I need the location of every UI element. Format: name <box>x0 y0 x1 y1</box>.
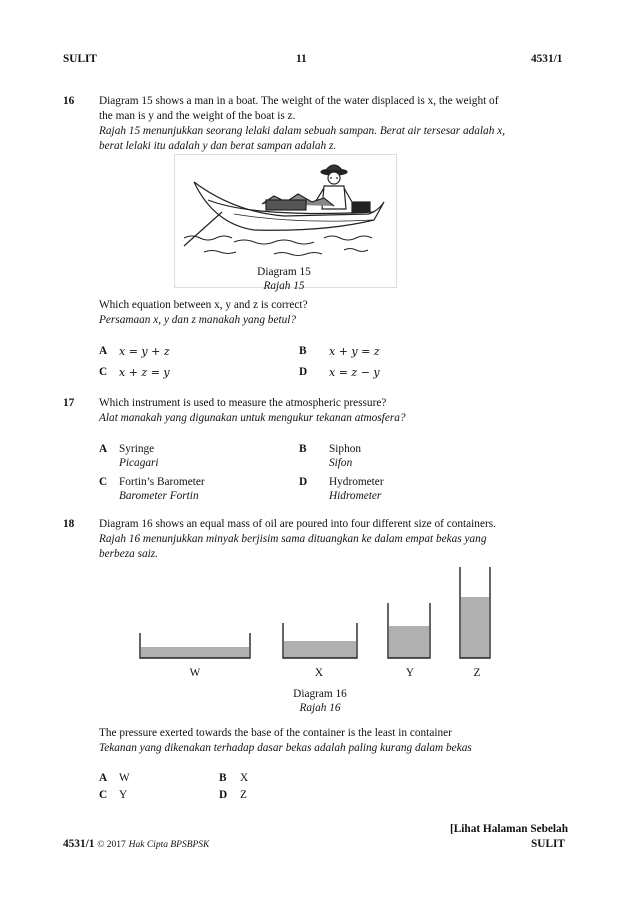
container-y <box>388 603 430 658</box>
diagram-15-caption-my: Rajah 15 <box>263 280 305 292</box>
q17-option-c-letter[interactable]: C <box>99 476 108 488</box>
q16-question-en: Which equation between x, y and z is correct? <box>99 299 308 311</box>
q16-text-en-2: the man is y and the weight of the boat is z. <box>99 110 296 122</box>
label-y: Y <box>405 667 415 679</box>
label-z: Z <box>473 667 481 679</box>
question-number-18: 18 <box>63 518 75 530</box>
diagram-16-caption-en: Diagram 16 <box>293 688 347 700</box>
footer-code: 4531/1 <box>63 838 95 850</box>
q17-option-d-en[interactable]: Hydrometer <box>329 476 384 488</box>
question-number-17: 17 <box>63 397 75 409</box>
container-w <box>140 633 250 658</box>
q18-option-d-letter[interactable]: D <box>219 789 228 801</box>
container-z <box>460 567 490 658</box>
q16-option-b-text[interactable]: x + y = z <box>329 345 380 358</box>
q18-option-c-text[interactable]: Y <box>119 789 128 801</box>
q18-text-my-1: Rajah 16 menunjukkan minyak berjisim sama dituangkan ke dalam empat bekas yang <box>99 533 487 545</box>
footer-sulit: SULIT <box>531 838 565 850</box>
q18-option-a-text[interactable]: W <box>119 772 130 784</box>
diagram-16-caption-my: Rajah 16 <box>299 702 341 714</box>
q17-option-a-my[interactable]: Picagari <box>119 457 159 469</box>
q16-option-b-letter[interactable]: B <box>299 345 307 357</box>
q16-text-my-1: Rajah 15 menunjukkan seorang lelaki dalam sebuah sampan. Berat air tersesar adalah x, <box>99 125 506 137</box>
q18-option-b-letter[interactable]: B <box>219 772 227 784</box>
question-number-16: 16 <box>63 95 75 107</box>
q16-option-d-letter[interactable]: D <box>299 366 308 378</box>
page-number: 11 <box>296 53 307 65</box>
q17-option-b-en[interactable]: Siphon <box>329 443 362 455</box>
q17-option-c-en[interactable]: Fortin’s Barometer <box>119 476 205 488</box>
header-right: 4531/1 <box>531 53 563 65</box>
q18-option-a-letter[interactable]: A <box>99 772 108 784</box>
q18-text-my-2: berbeza saiz. <box>99 548 158 560</box>
q16-text-my-2: berat lelaki itu adalah y dan berat sampan adalah z. <box>99 140 337 152</box>
q17-option-b-my[interactable]: Sifon <box>329 457 353 469</box>
footer-copyright: © 2017 <box>97 840 126 850</box>
q18-option-c-letter[interactable]: C <box>99 789 108 801</box>
q18-question-en: The pressure exerted towards the base of the container is the least in container <box>99 727 452 739</box>
diagram-15-caption-en: Diagram 15 <box>257 266 311 278</box>
q16-option-a-text[interactable]: x = y + z <box>119 345 170 358</box>
q17-option-b-letter[interactable]: B <box>299 443 307 455</box>
q17-option-d-letter[interactable]: D <box>299 476 308 488</box>
q18-question-my: Tekanan yang dikenakan terhadap dasar bekas adalah paling kurang dalam bekas <box>99 742 472 754</box>
next-page-note: [Lihat Halaman Sebelah <box>449 823 568 835</box>
q16-option-c-letter[interactable]: C <box>99 366 108 378</box>
q17-text-en: Which instrument is used to measure the atmospheric pressure? <box>99 397 387 409</box>
header-left: SULIT <box>63 53 97 65</box>
label-w: W <box>189 667 201 679</box>
q18-text-en: Diagram 16 shows an equal mass of oil are poured into four different size of containers. <box>99 518 496 530</box>
footer-left <box>63 838 209 850</box>
q17-option-c-my[interactable]: Barometer Fortin <box>119 490 199 502</box>
footer-rights: Hak Cipta BPSBPSK <box>128 840 210 850</box>
boat-illustration <box>174 154 395 262</box>
q16-option-a-letter[interactable]: A <box>99 345 108 357</box>
q17-option-d-my[interactable]: Hidrometer <box>329 490 382 502</box>
q18-option-d-text[interactable]: Z <box>240 789 247 801</box>
q17-text-my: Alat manakah yang digunakan untuk mengukur tekanan atmosfera? <box>99 412 406 424</box>
q17-option-a-letter[interactable]: A <box>99 443 108 455</box>
q16-option-d-text[interactable]: x = z − y <box>329 366 380 379</box>
label-x: X <box>314 667 324 679</box>
q16-question-my: Persamaan x, y dan z manakah yang betul? <box>99 314 297 326</box>
q16-text-en-1: Diagram 15 shows a man in a boat. The weight of the water displaced is x, the weight of <box>99 95 499 107</box>
q17-option-a-en[interactable]: Syringe <box>119 443 155 455</box>
container-x <box>283 623 357 658</box>
containers-diagram <box>130 560 500 665</box>
q18-option-b-text[interactable]: X <box>240 772 249 784</box>
q16-option-c-text[interactable]: x + z = y <box>119 366 170 379</box>
